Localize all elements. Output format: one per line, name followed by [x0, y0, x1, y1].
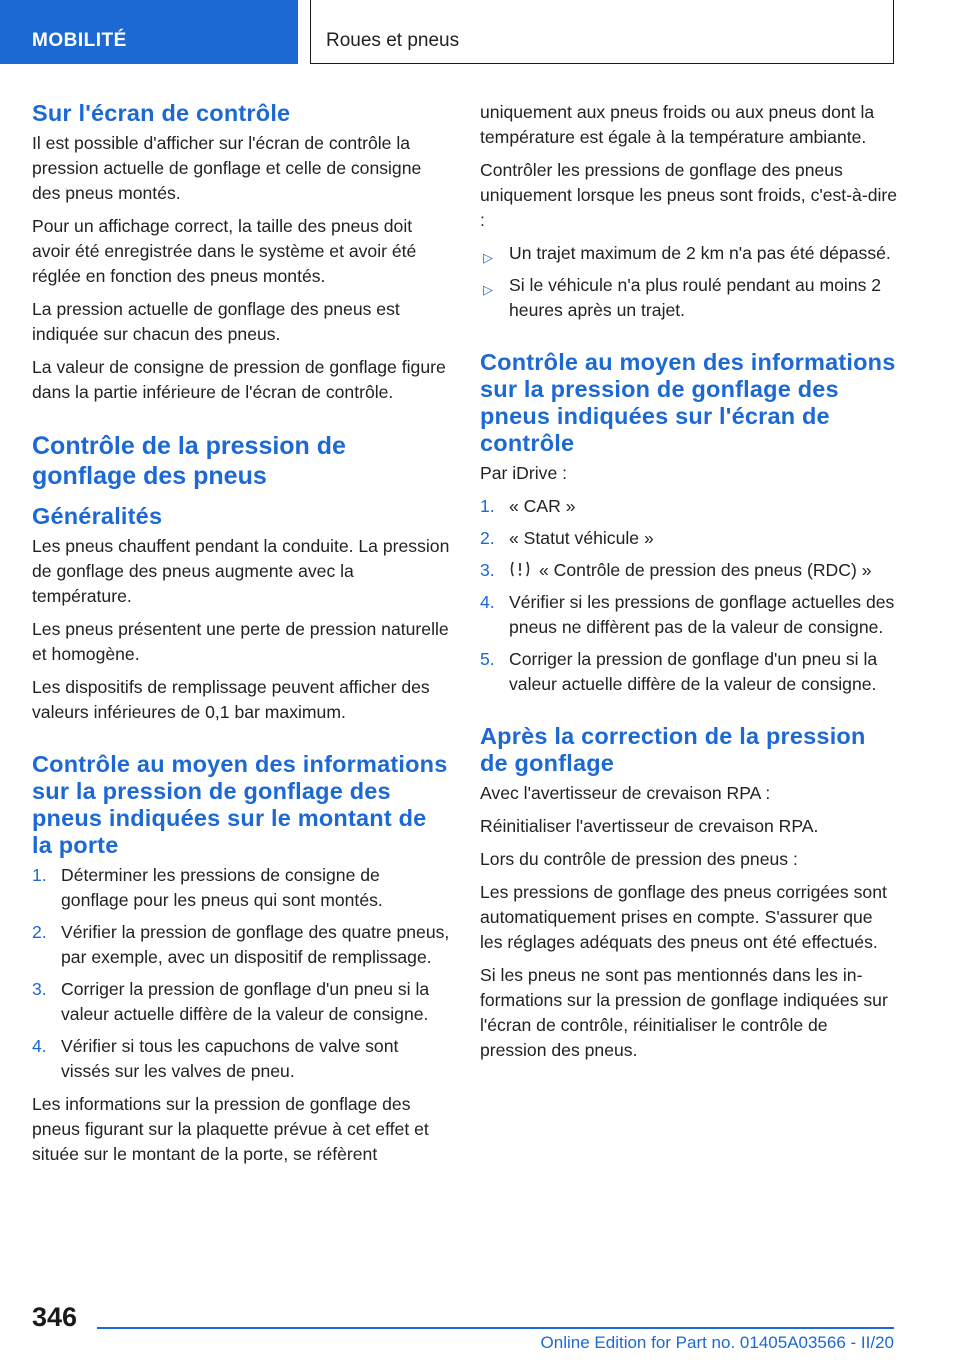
right-column [480, 100, 898, 1071]
list-item [480, 590, 898, 640]
section-tab [0, 0, 298, 64]
chapter-tab [310, 0, 894, 64]
bullet-text: Si le véhicule n'a plus roulé pendant au moins 2 heures après un trajet. [509, 275, 882, 320]
paragraph: Les pneus chauffent pendant la conduite. La pression de gonflage des pneus augmente avec la température. [32, 536, 450, 606]
paragraph: Les pressions de gonflage des pneus corrigées sont automatiquement prises en compte. S'assurer que les réglages adéquats des pneus ont été effectués. [480, 882, 887, 952]
paragraph: Si les pneus ne sont pas mentionnés dans les informations sur la pression de gonflage indiquées sur l'écran de contrôle, réinitialiser le contrôle de pression des pneus. [480, 965, 888, 1060]
paragraph: Lors du contrôle de pression des pneus : [480, 849, 798, 869]
step-number: 4. [480, 592, 495, 612]
section-heading: Généralités [32, 503, 163, 529]
step-number: 1. [32, 865, 47, 885]
paragraph: Réinitialiser l'avertisseur de crevaison RPA. [480, 816, 819, 836]
triangle-bullet-icon: ▷ [483, 250, 493, 265]
step-number: 4. [32, 1036, 47, 1056]
step-text: Corriger la pression de gonflage d'un pneu si la valeur actuelle diffère de la valeur de consigne. [509, 649, 878, 694]
step-text: Vérifier la pression de gonflage des quatre pneus, par exemple, avec un dispositif de remplissage. [61, 922, 450, 967]
section-heading: Sur l'écran de contrôle [32, 100, 291, 126]
list-item [480, 558, 898, 583]
edition-footer: Online Edition for Part no. 01405A03566 - II/20 [540, 1333, 894, 1352]
paragraph: Il est possible d'afficher sur l'écran de contrôle la pression actuelle de gonflage et celle de consigne des pneus montés. [32, 133, 422, 203]
paragraph: Contrôler les pressions de gonflage des pneus uniquement lorsque les pneus sont froids, c'est-à-dire : [480, 160, 898, 230]
list-item [32, 977, 450, 1027]
page-number: 346 [32, 1302, 78, 1332]
paragraph: Les dispositifs de remplissage peuvent afficher des valeurs inférieures de 0,1 bar maximum. [32, 677, 430, 722]
list-item [480, 647, 898, 697]
footer-divider [97, 1327, 894, 1329]
list-item [32, 920, 450, 970]
section-heading: Contrôle au moyen des informations sur la pression de gonflage des pneus indiquées sur l'écran de contrôle [480, 349, 896, 456]
section-heading: Contrôle au moyen des informations sur la pression de gonflage des pneus indiquées sur le montant de la porte [32, 751, 448, 858]
paragraph: Les informations sur la pression de gonflage des pneus figurant sur la plaquette prévue à cet effet et située sur le montant de la porte, se réfèrent [32, 1094, 429, 1164]
list-item [480, 241, 898, 266]
step-text: Corriger la pression de gonflage d'un pneu si la valeur actuelle diffère de la valeur de consigne. [61, 979, 430, 1024]
paragraph: Pour un affichage correct, la taille des pneus doit avoir été enregistrée dans le système et avoir été réglée en fonction des pneus montés. [32, 216, 417, 286]
step-number: 2. [480, 528, 495, 548]
list-item [480, 494, 898, 519]
step-number: 3. [480, 560, 495, 580]
step-list [480, 494, 898, 697]
chapter-heading: Contrôle de la pression de gonflage des pneus [32, 432, 346, 490]
triangle-bullet-icon: ▷ [483, 282, 493, 297]
section-heading: Après la correction de la pression de gonflage [480, 723, 866, 776]
step-number: 2. [32, 922, 47, 942]
step-text: Déterminer les pressions de consigne de gonflage pour les pneus qui sont montés. [61, 865, 383, 910]
tire-pressure-warning-icon [509, 560, 531, 578]
list-item [32, 1034, 450, 1084]
step-text: Vérifier si tous les capuchons de valve sont vissés sur les valves de pneu. [61, 1036, 399, 1081]
paragraph: Les pneus présentent une perte de pression naturelle et homogène. [32, 619, 449, 664]
bullet-list [480, 241, 898, 323]
paragraph: uniquement aux pneus froids ou aux pneus dont la température est égale à la température ambiante. [480, 102, 875, 147]
step-text: « Statut véhicule » [509, 528, 654, 548]
step-number: 1. [480, 496, 495, 516]
paragraph: Par iDrive : [480, 463, 568, 483]
list-item [480, 273, 898, 323]
paragraph: Avec l'avertisseur de crevaison RPA : [480, 783, 771, 803]
bullet-text: Un trajet maximum de 2 km n'a pas été dépassé. [509, 243, 891, 263]
section-title: MOBILITÉ [32, 30, 127, 51]
step-text: « Contrôle de pression des pneus (RDC) » [539, 560, 872, 580]
step-text: Vérifier si les pressions de gonflage actuelles des pneus ne diffèrent pas de la valeur de consigne. [509, 592, 895, 637]
step-number: 3. [32, 979, 47, 999]
paragraph: La valeur de consigne de pression de gonflage figure dans la partie inférieure de l'écran de contrôle. [32, 357, 446, 402]
step-number: 5. [480, 649, 495, 669]
list-item [480, 526, 898, 551]
step-text: « CAR » [509, 496, 576, 516]
left-column [32, 100, 450, 1175]
step-list [32, 863, 450, 1084]
chapter-title: Roues et pneus [326, 30, 460, 51]
paragraph: La pression actuelle de gonflage des pneus est indiquée sur chacun des pneus. [32, 299, 400, 344]
list-item [32, 863, 450, 913]
